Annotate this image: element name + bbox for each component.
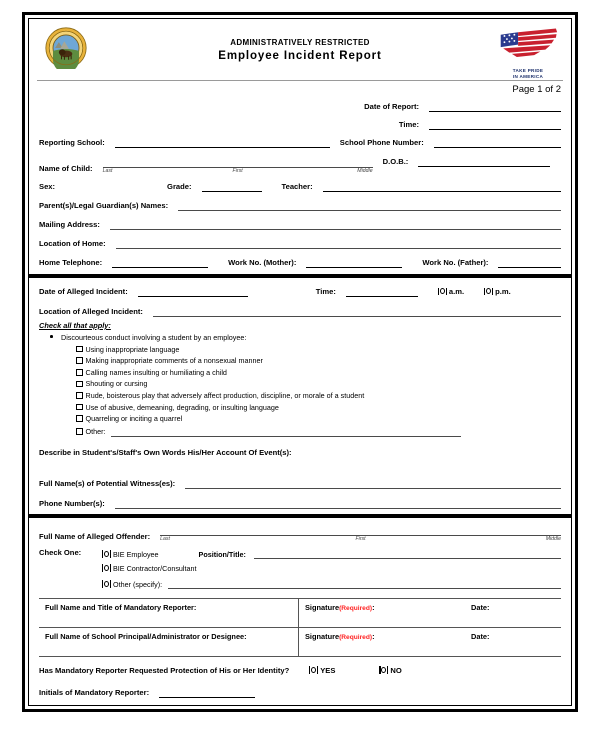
- input-other-specify[interactable]: [168, 578, 561, 589]
- section-alleged-offender: [29, 525, 571, 589]
- label-other-specify: Other (specify):: [113, 579, 163, 589]
- bullet-dot-icon: [50, 335, 53, 338]
- field-row-incident-location: [39, 306, 561, 317]
- usa-flag-map-icon: [497, 26, 559, 62]
- checkbox-icon[interactable]: [76, 415, 83, 422]
- radio-bie-employee-icon[interactable]: [102, 550, 111, 558]
- checkbox-label: Shouting or cursing: [85, 379, 148, 389]
- input-describe-account[interactable]: [39, 458, 561, 476]
- input-grade[interactable]: [202, 181, 262, 192]
- header-title-block: [37, 38, 563, 62]
- label-check-all-that-apply: Check all that apply:: [39, 321, 111, 330]
- radio-no-icon[interactable]: [379, 666, 388, 674]
- radio-other-row[interactable]: [102, 578, 561, 589]
- label-date-of-report: Date of Report:: [364, 102, 419, 111]
- form-page-frame: [22, 12, 578, 712]
- label-school-phone-number: School Phone Number:: [339, 138, 424, 147]
- label-reporting-school: Reporting School:: [39, 138, 105, 147]
- input-name-of-child[interactable]: [103, 157, 373, 168]
- checkbox-item-other[interactable]: [76, 426, 561, 437]
- field-row-witnesses: [39, 478, 561, 489]
- sublabel-last: Last: [160, 535, 170, 542]
- input-name-of-child-wrap: [103, 157, 373, 174]
- field-row-time: [39, 119, 561, 130]
- radio-other-icon[interactable]: [102, 580, 111, 588]
- label-guardians: Parent(s)/Legal Guardian(s) Names:: [39, 201, 169, 210]
- checkbox-item[interactable]: [76, 403, 561, 412]
- input-work-no-mother[interactable]: [306, 257, 402, 268]
- header-kicker: ADMINISTRATIVELY RESTRICTED: [230, 38, 370, 47]
- field-row-mailing-address: [39, 219, 561, 230]
- radio-bie-employee[interactable]: [102, 550, 159, 559]
- label-location-of-alleged-incident: Location of Alleged Incident:: [39, 307, 143, 316]
- checkbox-label: Other:: [85, 426, 106, 436]
- radio-other[interactable]: [102, 580, 162, 589]
- section-divider-1: [29, 274, 571, 278]
- input-dob[interactable]: [418, 156, 550, 167]
- label-dob: D.O.B.:: [382, 157, 409, 166]
- field-row-reporting-school: [39, 137, 561, 148]
- signature-table: [39, 598, 561, 657]
- field-row-phone-numbers: [39, 498, 561, 509]
- input-time-of-report[interactable]: [429, 119, 561, 130]
- required-badge: (Required): [339, 604, 373, 612]
- radio-bie-contractor-row[interactable]: [102, 564, 561, 573]
- check-one-block: [39, 548, 561, 589]
- signature-row: [39, 598, 561, 628]
- field-row-guardians: [39, 200, 561, 211]
- form-header: [37, 24, 563, 81]
- checkbox-icon[interactable]: [76, 428, 83, 435]
- checkbox-list: [39, 345, 561, 437]
- checkbox-icon[interactable]: [76, 357, 83, 364]
- label-name-of-child: Name of Child:: [39, 164, 93, 173]
- label-bie-employee: BIE Employee: [113, 549, 159, 559]
- input-date-of-alleged-incident[interactable]: [138, 286, 248, 297]
- sublabel-first: First: [355, 535, 366, 542]
- label-mailing-address: Mailing Address:: [39, 220, 100, 229]
- input-offender-name-wrap: [160, 525, 561, 542]
- label-date-of-alleged-incident: Date of Alleged Incident:: [39, 287, 128, 296]
- radio-pm[interactable]: [484, 287, 511, 297]
- signature-colon: :: [372, 602, 375, 612]
- radio-am[interactable]: [438, 287, 464, 297]
- radio-bie-contractor-icon[interactable]: [102, 564, 111, 572]
- label-describe-account: Describe in Student's/Staff's Own Words His/Her Account Of Event(s):: [39, 447, 292, 457]
- take-pride-line2: IN AMERICA: [512, 73, 544, 79]
- label-sex: Sex:: [39, 182, 56, 191]
- label-yes: YES: [320, 665, 336, 675]
- label-home-telephone: Home Telephone:: [39, 258, 103, 267]
- checkbox-label: Making inappropriate comments of a nonsexual manner: [85, 356, 263, 366]
- field-row-initials: [39, 687, 561, 698]
- sublabel-middle: Middle: [545, 535, 561, 542]
- input-mailing-address[interactable]: [110, 219, 561, 230]
- checkbox-item[interactable]: [76, 356, 561, 365]
- checkbox-label: Using inappropriate language: [85, 344, 180, 354]
- radio-am-icon[interactable]: [438, 288, 447, 296]
- radio-pm-icon[interactable]: [484, 288, 493, 296]
- label-check-one: Check One:: [39, 547, 82, 557]
- label-am: a.m.: [448, 287, 465, 296]
- checkbox-icon[interactable]: [76, 392, 83, 399]
- signature-cell-principal[interactable]: [299, 628, 561, 656]
- checkbox-label: Calling names insulting or humiliating a child: [85, 367, 227, 377]
- label-principal-name: Full Name of School Principal/Administrator or Designee:: [39, 628, 299, 656]
- input-date-of-report[interactable]: [429, 101, 561, 112]
- input-initials[interactable]: [159, 687, 255, 698]
- name-sublabels-child: [103, 168, 373, 174]
- section-alleged-incident: [29, 286, 571, 509]
- page-title: Employee Incident Report: [218, 50, 382, 62]
- input-work-no-father[interactable]: [498, 257, 561, 268]
- field-row-describe-account: [39, 448, 561, 458]
- field-row-name-of-child: [39, 156, 561, 174]
- field-row-protection-question: [39, 666, 561, 676]
- label-signature-date: Date:: [471, 602, 490, 612]
- section-divider-2: [29, 514, 571, 518]
- label-witnesses: Full Name(s) of Potential Witness(es):: [39, 478, 176, 488]
- label-teacher: Teacher:: [281, 182, 313, 191]
- page-indicator: Page 1 of 2: [512, 84, 561, 95]
- section-report-info: [29, 101, 571, 268]
- label-signature-date: Date:: [471, 631, 490, 641]
- checkbox-icon[interactable]: [76, 346, 83, 353]
- checkbox-label: Use of abusive, demeaning, degrading, or insulting language: [85, 402, 279, 412]
- label-position-title: Position/Title:: [198, 549, 246, 559]
- label-signature: Signature: [305, 602, 340, 612]
- radio-bie-employee-row[interactable]: [102, 548, 561, 559]
- bullet-text: Discourteous conduct involving a student by an employee:: [61, 333, 247, 342]
- checkbox-icon[interactable]: [76, 369, 83, 376]
- field-row-telephones: [39, 257, 561, 268]
- checkbox-label: Rude, boisterous play that adversely affect production, discipline, or morale of a student: [85, 390, 365, 400]
- input-other-conduct[interactable]: [111, 426, 461, 437]
- label-bie-contractor: BIE Contractor/Consultant: [113, 563, 197, 573]
- checkbox-item[interactable]: [76, 368, 561, 377]
- label-grade: Grade:: [167, 182, 192, 191]
- section-identity-protection: [29, 666, 571, 698]
- take-pride-text: [497, 68, 559, 79]
- checkbox-item[interactable]: [76, 345, 561, 354]
- bullet-discourteous-conduct: [61, 333, 561, 342]
- check-one-options: [102, 548, 561, 589]
- form-page-inner-border: [28, 18, 572, 706]
- label-full-name-of-alleged-offender: Full Name of Alleged Offender:: [39, 531, 151, 541]
- label-time-of-report: Time:: [398, 120, 419, 129]
- input-witnesses[interactable]: [185, 478, 561, 489]
- label-work-no-mother: Work No. (Mother):: [228, 258, 297, 267]
- checkbox-item[interactable]: [76, 379, 561, 388]
- take-pride-line1: TAKE PRIDE: [512, 68, 544, 73]
- label-protection-question: Has Mandatory Reporter Requested Protection of His or Her Identity?: [39, 665, 290, 675]
- input-reporting-school[interactable]: [115, 137, 330, 148]
- checkbox-label: Quarreling or inciting a quarrel: [85, 414, 183, 424]
- input-location-of-home[interactable]: [116, 238, 561, 249]
- input-home-telephone[interactable]: [112, 257, 208, 268]
- label-pm: p.m.: [495, 287, 511, 296]
- checkbox-icon[interactable]: [76, 404, 83, 411]
- required-badge: (Required): [339, 633, 373, 641]
- field-row-sex-grade-teacher: [39, 181, 561, 192]
- field-row-location-of-home: [39, 238, 561, 249]
- input-incident-time[interactable]: [346, 286, 418, 297]
- input-position-title[interactable]: [254, 548, 561, 559]
- label-incident-time: Time:: [315, 287, 336, 296]
- label-location-of-home: Location of Home:: [39, 239, 106, 248]
- input-phone-numbers[interactable]: [115, 498, 561, 509]
- label-reporter-name-title: Full Name and Title of Mandatory Reporter:: [39, 599, 299, 627]
- label-work-no-father: Work No. (Father):: [422, 258, 489, 267]
- input-location-of-alleged-incident[interactable]: [153, 306, 561, 317]
- take-pride-in-america-logo: [497, 26, 559, 79]
- checkbox-item[interactable]: [76, 414, 561, 423]
- label-signature: Signature: [305, 631, 340, 641]
- radio-yes-icon[interactable]: [309, 666, 318, 674]
- label-no: NO: [390, 665, 402, 675]
- checkbox-item[interactable]: [76, 391, 561, 400]
- label-phone-numbers: Phone Number(s):: [39, 498, 105, 508]
- sublabel-first: First: [232, 168, 243, 174]
- sublabel-middle: Middle: [357, 168, 373, 174]
- sublabel-last: Last: [102, 168, 113, 174]
- field-row-offender-name: [39, 525, 561, 542]
- label-initials: Initials of Mandatory Reporter:: [39, 687, 150, 697]
- field-row-date-of-report: [39, 101, 561, 112]
- input-teacher[interactable]: [323, 181, 561, 192]
- radio-yes[interactable]: [309, 666, 335, 676]
- signature-colon: :: [372, 631, 375, 641]
- signature-row: [39, 628, 561, 657]
- input-school-phone-number[interactable]: [434, 137, 561, 148]
- signature-cell-reporter[interactable]: [299, 599, 561, 627]
- input-full-name-of-alleged-offender[interactable]: [160, 525, 561, 536]
- field-row-incident-date-time: [39, 286, 561, 297]
- input-guardians[interactable]: [178, 200, 561, 211]
- checkbox-icon[interactable]: [76, 381, 83, 388]
- name-sublabels-offender: [160, 536, 561, 542]
- radio-no[interactable]: [379, 666, 401, 676]
